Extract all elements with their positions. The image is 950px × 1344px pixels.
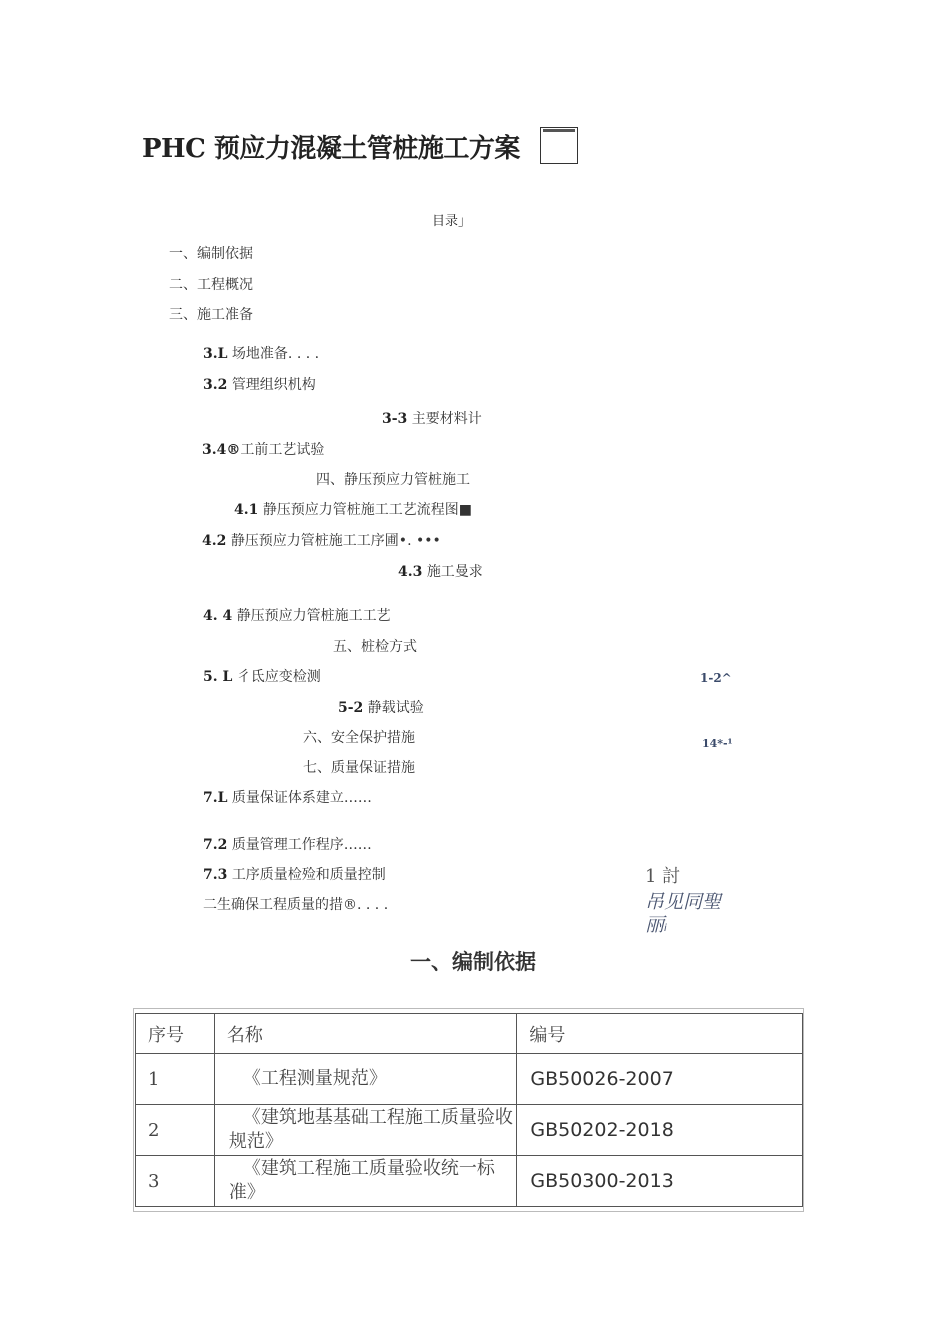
row-name: 《工程测量规范》 <box>214 1054 516 1105</box>
handwritten-note: 吊见同聖 <box>645 891 722 913</box>
column-header-code: 编号 <box>517 1014 803 1054</box>
row-no: 2 <box>136 1105 215 1156</box>
document-title: PHC 预应力混凝土管桩施工方案 <box>142 134 520 164</box>
row-no: 1 <box>136 1054 215 1105</box>
title-stamp-box <box>540 127 578 164</box>
table-row <box>136 1054 803 1105</box>
row-code: GB50202-2018 <box>517 1105 803 1156</box>
toc-item-7: 七、质量保证措施 <box>303 760 415 776</box>
toc-page-number: 14*-¹ <box>702 737 733 750</box>
toc-item-7-1: 7.L 质量保证体系建立…… <box>203 790 372 806</box>
toc-item-3-1: 3.L 场地准备. . . . <box>203 346 320 362</box>
standards-table <box>135 1013 803 1207</box>
row-no: 3 <box>136 1156 215 1207</box>
row-name: 《建筑工程施工质量验收统一标准》 <box>214 1156 516 1207</box>
toc-item-4-3: 4.3 施工曼求 <box>398 564 483 580</box>
toc-item-2: 二、工程概况 <box>169 277 253 293</box>
toc-item-4-2: 4.2 静压预应力管桩施工工序圃•. ••• <box>202 533 441 549</box>
row-code: GB50026-2007 <box>517 1054 803 1105</box>
table-row <box>136 1156 803 1207</box>
toc-item-5-1: 5. L 彳氐应变检测 <box>203 669 321 685</box>
toc-item-5: 五、桩检方式 <box>333 639 417 655</box>
toc-item-5-2: 5-2 静载试验 <box>338 700 424 716</box>
toc-item-7-4: 二生确保工程质量的措®. . . . <box>203 897 389 913</box>
toc-item-1: 一、编制依据 <box>169 246 253 262</box>
table-row <box>136 1105 803 1156</box>
toc-item-3-3: 3-3 主要材料计 <box>382 411 482 427</box>
toc-item-3-4: 3.4®工前工艺试验 <box>202 442 325 458</box>
toc-item-3-2: 3.2 管理组织机构 <box>203 377 316 393</box>
handwritten-note: 丽i <box>645 914 667 936</box>
toc-item-4: 四、静压预应力管桩施工 <box>316 472 470 488</box>
toc-item-3: 三、施工准备 <box>169 307 253 323</box>
margin-note: 1 討 <box>645 866 681 887</box>
table-header-row <box>136 1014 803 1054</box>
row-name: 《建筑地基基础工程施工质量验收规范》 <box>214 1105 516 1156</box>
toc-item-4-1: 4.1 静压预应力管桩施工工艺流程图■ <box>234 502 473 518</box>
toc-item-4-4: 4. 4 静压预应力管桩施工工艺 <box>203 608 391 624</box>
toc-heading: 目录」 <box>432 214 472 229</box>
section-title: 一、编制依据 <box>410 950 536 974</box>
column-header-no: 序号 <box>136 1014 215 1054</box>
toc-page-number: 1-2^ <box>700 671 732 685</box>
row-code: GB50300-2013 <box>517 1156 803 1207</box>
toc-item-7-3: 7.3 工序质量检殓和质量控制 <box>203 867 386 883</box>
column-header-name: 名称 <box>214 1014 516 1054</box>
toc-item-7-2: 7.2 质量管理工作程序…… <box>203 837 372 853</box>
toc-item-6: 六、安全保护措施 <box>303 730 415 746</box>
